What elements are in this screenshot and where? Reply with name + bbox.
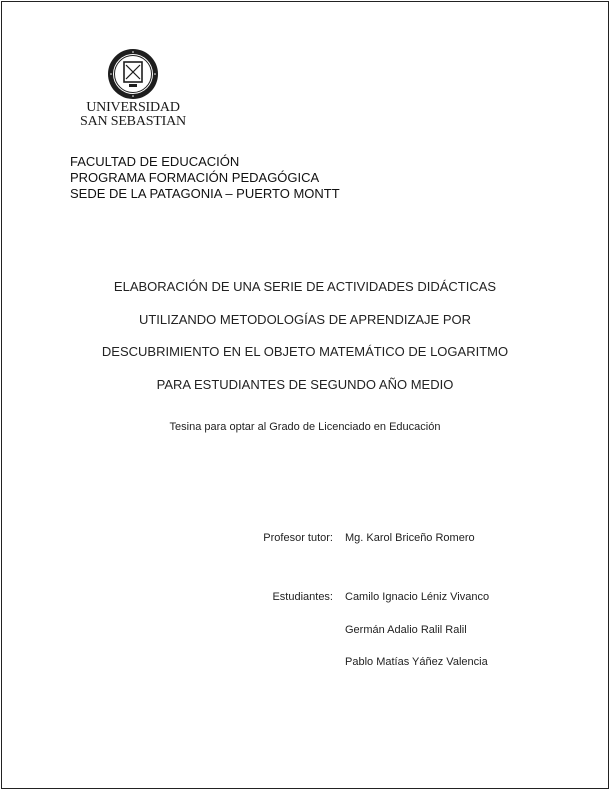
degree-subtitle: Tesina para optar al Grado de Licenciado en Educación (169, 421, 441, 433)
title-line-4: PARA ESTUDIANTES DE SEGUNDO AÑO MEDIO (156, 376, 454, 392)
university-logo (77, 48, 189, 134)
title-line-3: DESCUBRIMIENTO EN EL OBJETO MATEMÁTICO DE LOGARITMO (101, 344, 509, 359)
student-name: Germán Adalio Ralil Ralil (345, 624, 467, 636)
tutor-label: Profesor tutor: (263, 532, 333, 544)
title-line-2: UTILIZANDO METODOLOGÍAS DE APRENDIZAJE POR (138, 311, 472, 327)
student-name: Camilo Ignacio Léniz Vivanco (345, 591, 490, 603)
university-name-line1: UNIVERSIDAD (86, 100, 180, 115)
title-line-1: ELABORACIÓN DE UNA SERIE DE ACTIVIDADES DIDÁCTICAS (113, 279, 497, 294)
university-seal-icon (107, 48, 159, 100)
faculty-header (70, 154, 340, 202)
campus-line: SEDE DE LA PATAGONIA – PUERTO MONTT (70, 186, 340, 201)
thesis-title (40, 279, 570, 409)
faculty-line: FACULTAD DE EDUCACIÓN (70, 154, 240, 169)
students-label: Estudiantes: (272, 591, 333, 603)
tutor-name: Mg. Karol Briceño Romero (345, 532, 475, 544)
university-name-line2: SAN SEBASTIAN (80, 114, 186, 129)
university-name (77, 101, 189, 129)
program-line: PROGRAMA FORMACIÓN PEDAGÓGICA (70, 170, 320, 185)
student-name: Pablo Matías Yáñez Valencia (345, 656, 488, 668)
